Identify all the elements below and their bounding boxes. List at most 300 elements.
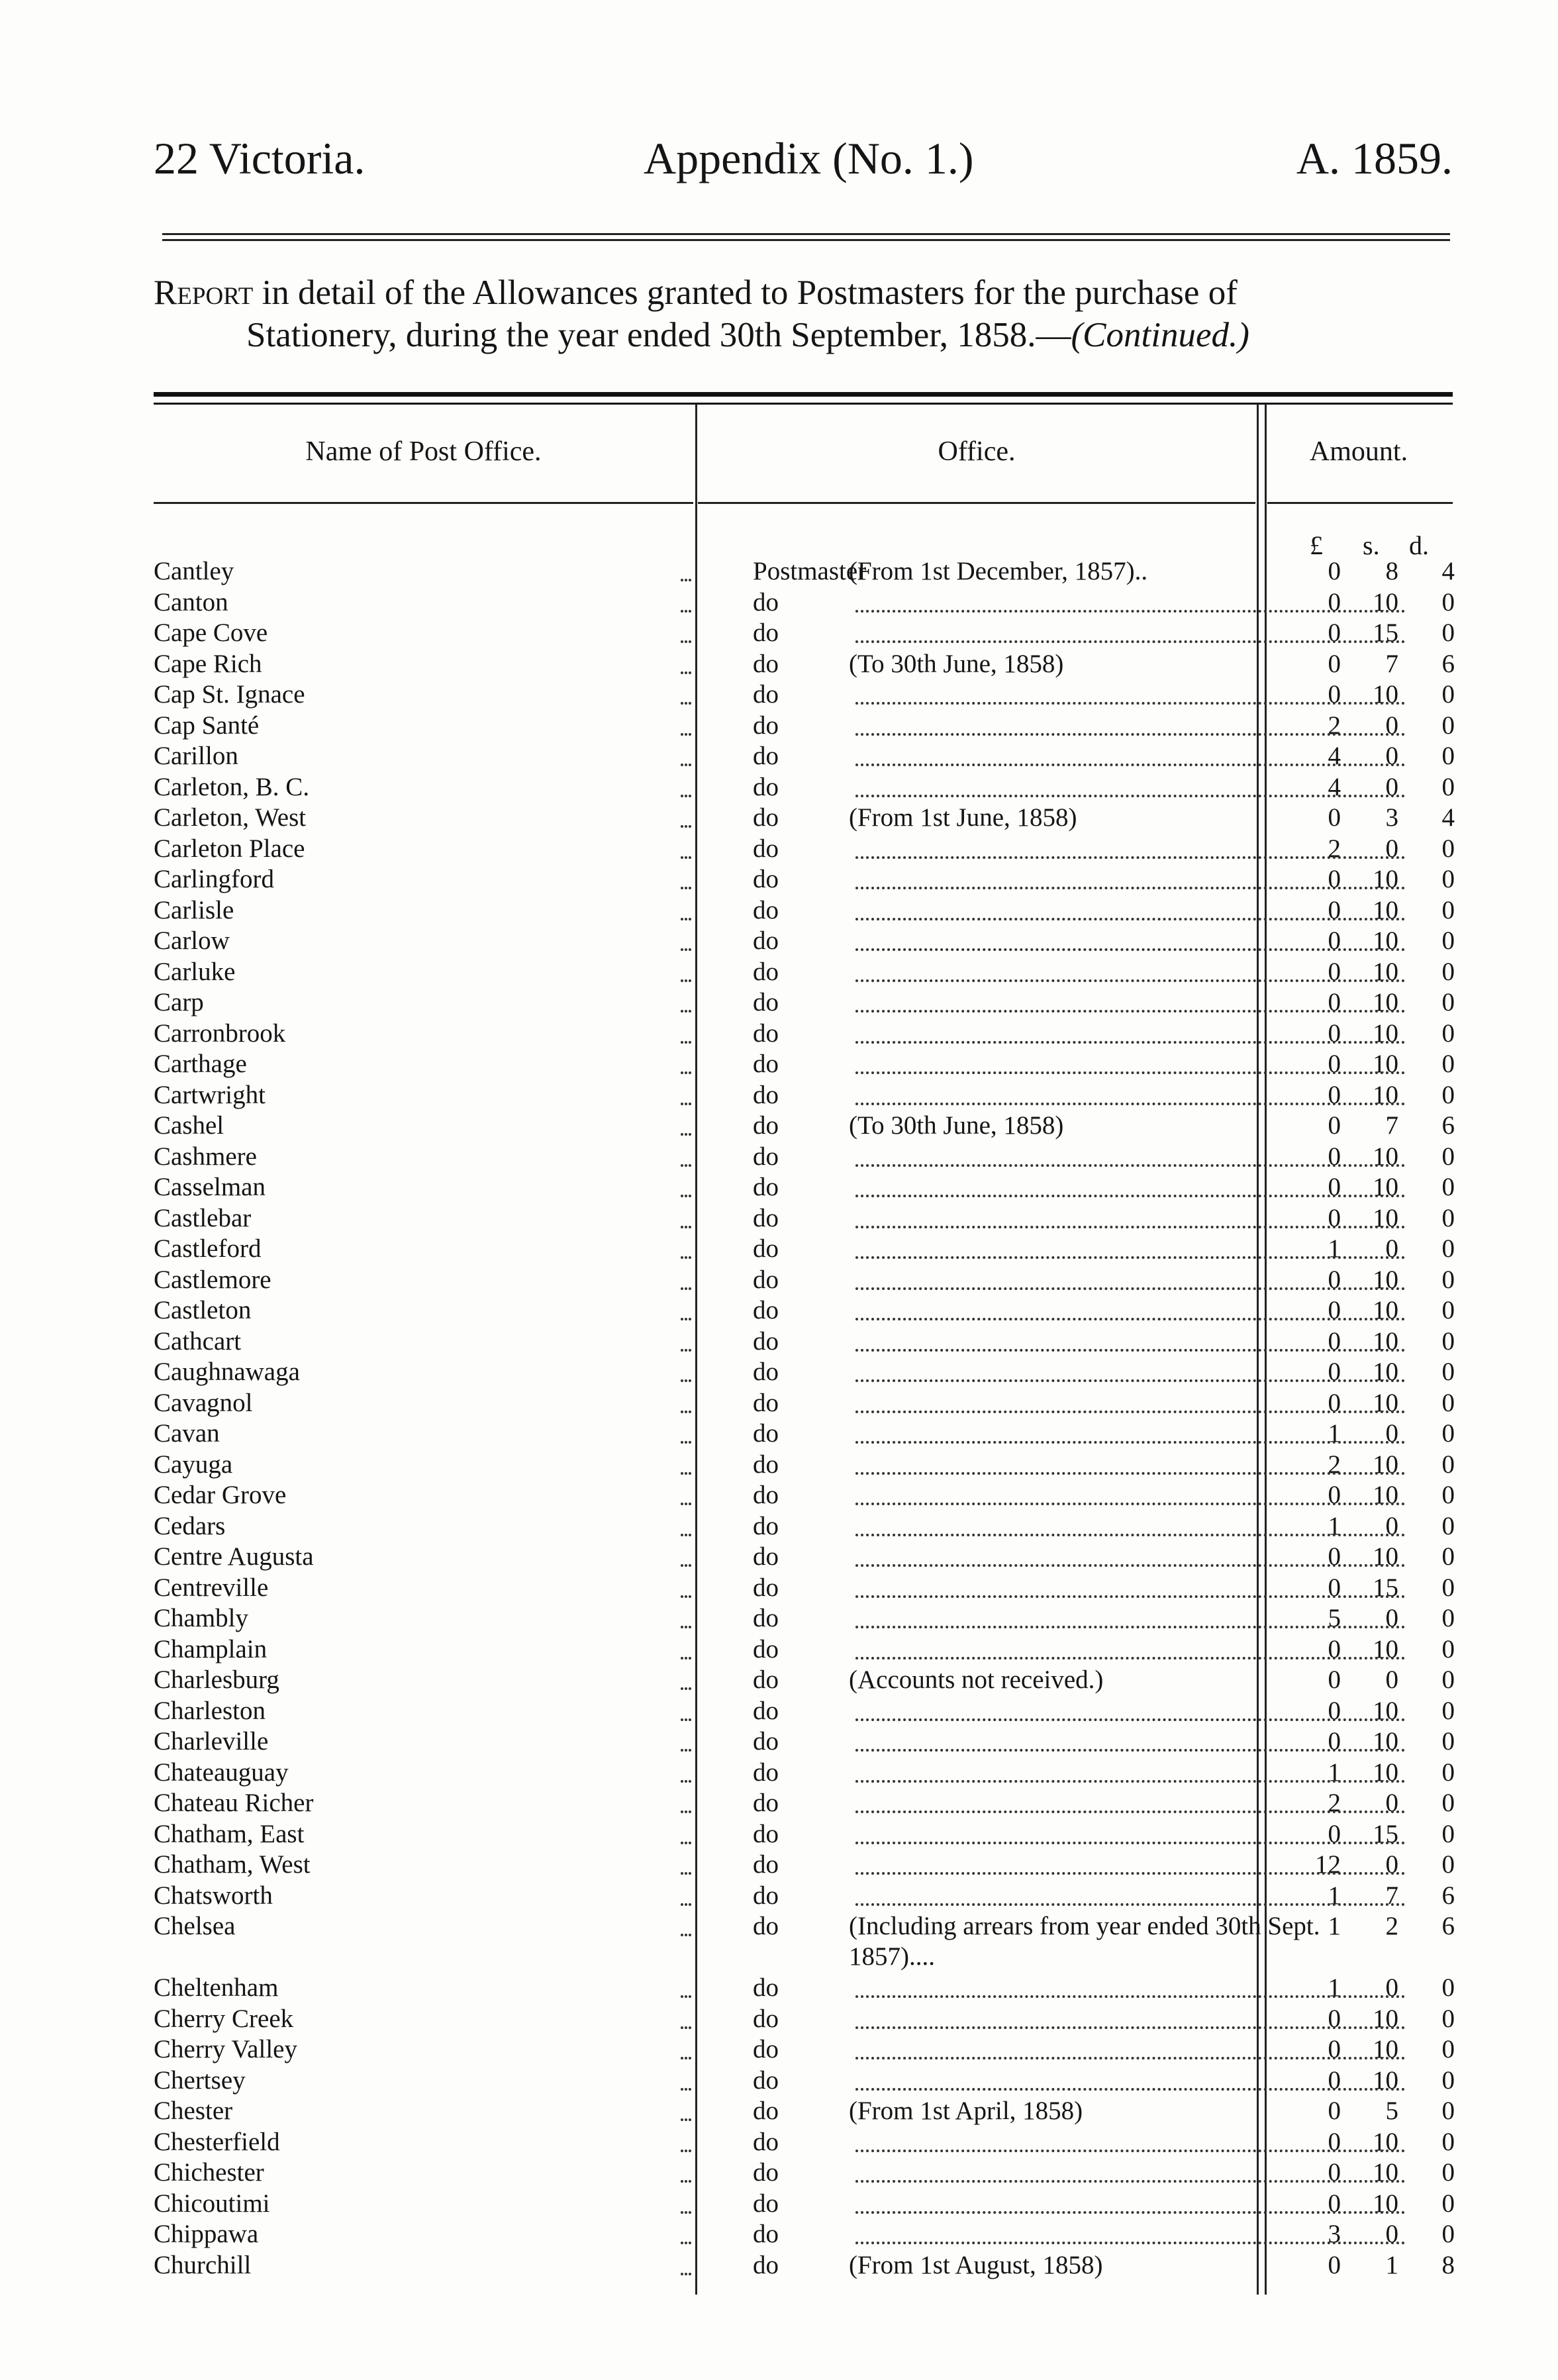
amount-pounds: 0: [1328, 1481, 1341, 1509]
amount-pence: 0: [1441, 1604, 1455, 1632]
post-office-name: Chicoutimi: [154, 2189, 270, 2218]
post-office-name: Carronbrook: [154, 1018, 286, 1048]
office-title: do: [753, 1881, 779, 1910]
amount-pounds: 2: [1328, 1789, 1341, 1817]
office-title: do: [753, 1665, 779, 1694]
dot-leader: [681, 1226, 691, 1228]
amount-pence: 0: [1441, 1142, 1455, 1171]
office-title: Postmaster: [753, 557, 867, 585]
dot-leader: [681, 2026, 691, 2029]
amount-shillings: 10: [1373, 1388, 1398, 1417]
dot-leader: [681, 2088, 691, 2091]
office-remark: (To 30th June, 1858): [849, 649, 1064, 678]
dot-leader: [681, 1718, 691, 1721]
post-office-name: Casselman: [154, 1173, 266, 1201]
amount-shillings: 10: [1373, 1358, 1398, 1386]
post-office-name: Castleton: [154, 1296, 252, 1324]
dot-leader: [681, 1934, 691, 1936]
dot-leader: [681, 1472, 691, 1475]
amount-shillings: 10: [1373, 1080, 1398, 1109]
amount-pounds: 1: [1328, 1973, 1341, 2002]
dot-leader: [855, 1534, 1405, 1536]
amount-pounds: 12: [1315, 1850, 1341, 1879]
office-title: do: [753, 680, 779, 709]
dot-leader: [681, 702, 691, 705]
post-office-name: Castlebar: [154, 1203, 252, 1232]
table-row: [154, 864, 1453, 895]
amount-pence: 0: [1441, 1018, 1455, 1048]
amount-pounds: 0: [1328, 1696, 1341, 1725]
post-office-name: Charleville: [154, 1727, 269, 1756]
amount-pence: 0: [1441, 926, 1455, 955]
office-remark: (To 30th June, 1858): [849, 1111, 1064, 1140]
dot-leader: [681, 610, 691, 613]
table-row: [154, 895, 1453, 926]
table-row: [154, 2004, 1453, 2035]
amount-pence: 0: [1441, 1080, 1455, 1109]
dot-leader: [855, 1071, 1405, 1074]
table-row: [154, 1018, 1453, 1050]
dot-leader: [681, 1071, 691, 1074]
dot-leader: [855, 1411, 1405, 1413]
office-title: do: [753, 1511, 779, 1540]
amount-pounds: 0: [1328, 1050, 1341, 1078]
dot-leader: [855, 1472, 1405, 1475]
amount-shillings: 5: [1385, 2097, 1398, 2125]
amount-shillings: 10: [1373, 1050, 1398, 1078]
amount-shillings: 10: [1373, 1542, 1398, 1571]
amount-pounds: 0: [1328, 1727, 1341, 1756]
amount-shillings: 10: [1373, 957, 1398, 986]
dot-leader: [681, 764, 691, 766]
office-title: do: [753, 803, 779, 832]
amount-pounds: 4: [1328, 772, 1341, 801]
office-remark: (Including arrears from year ended 30th Sept. 1857)....: [849, 1912, 1320, 1971]
office-title: do: [753, 2097, 779, 2125]
amount-pounds: 0: [1328, 2065, 1341, 2095]
dot-leader: [681, 979, 691, 982]
dot-leader: [681, 2118, 691, 2121]
amount-pounds: 0: [1328, 1819, 1341, 1848]
amount-shillings: 0: [1385, 834, 1398, 863]
post-office-name: Cedar Grove: [154, 1481, 287, 1509]
header-rule-right: [599, 233, 1450, 241]
post-office-name: Cape Cove: [154, 619, 268, 647]
office-title: do: [753, 895, 779, 924]
amount-shillings: 0: [1385, 1665, 1398, 1694]
amount-pence: 0: [1441, 895, 1455, 924]
amount-pounds: 0: [1328, 2127, 1341, 2156]
table-row: [154, 618, 1453, 649]
amount-shillings: 10: [1373, 1696, 1398, 1725]
dot-leader: [681, 640, 691, 643]
amount-pence: 0: [1441, 1296, 1455, 1324]
dot-leader: [855, 1995, 1405, 1998]
office-remark: (From 1st April, 1858): [849, 2097, 1083, 2125]
office-title: do: [753, 926, 779, 955]
table-row: [154, 1172, 1453, 1203]
amount-pounds: 1: [1328, 1758, 1341, 1787]
amount-shillings: 7: [1385, 1111, 1398, 1140]
amount-shillings: 10: [1373, 895, 1398, 924]
amount-pounds: 1: [1328, 1511, 1341, 1540]
office-title: do: [753, 2189, 779, 2218]
table-row: [154, 1788, 1453, 1819]
office-title: do: [753, 1604, 779, 1632]
amount-shillings: 7: [1385, 649, 1398, 678]
col-office-header: Office.: [938, 436, 1016, 467]
amount-pounds: 0: [1328, 1111, 1341, 1140]
post-office-name: Chatham, West: [154, 1850, 311, 1879]
office-title: do: [753, 1634, 779, 1663]
office-remark: (From 1st June, 1858): [849, 803, 1077, 832]
table-row: [154, 649, 1453, 680]
amount-shillings: 10: [1373, 1481, 1398, 1509]
amount-shillings: 10: [1373, 926, 1398, 955]
amount-pounds: 0: [1328, 1573, 1341, 1602]
amount-pence: 0: [1441, 1511, 1455, 1540]
amount-pounds: 0: [1328, 619, 1341, 647]
dot-leader: [681, 1041, 691, 1044]
dot-leader: [681, 1657, 691, 1660]
post-office-name: Cheltenham: [154, 1973, 279, 2002]
amount-shillings: 15: [1373, 1573, 1398, 1602]
post-office-name: Carleton Place: [154, 834, 305, 863]
dot-leader: [681, 1626, 691, 1628]
amount-pence: 8: [1441, 2250, 1455, 2279]
table-row: [154, 1388, 1453, 1419]
amount-shillings: 10: [1373, 2127, 1398, 2156]
dot-leader: [681, 1503, 691, 1505]
office-title: do: [753, 1481, 779, 1509]
post-office-name: Carp: [154, 988, 204, 1016]
office-title: do: [753, 2250, 779, 2279]
table-row: [154, 1203, 1453, 1234]
dot-leader: [855, 2026, 1405, 2029]
post-office-name: Cartwright: [154, 1080, 266, 1109]
table-row: [154, 1665, 1453, 1696]
amount-pounds: 3: [1328, 2220, 1341, 2248]
header-underline-name: [154, 502, 693, 504]
office-title: do: [753, 772, 779, 801]
post-office-name: Carlisle: [154, 895, 234, 924]
dot-leader: [681, 795, 691, 797]
dot-leader: [855, 1872, 1405, 1875]
dot-leader: [855, 795, 1405, 797]
table-row: [154, 1573, 1453, 1604]
amount-pounds: 0: [1328, 2189, 1341, 2218]
amount-pence: 6: [1441, 649, 1455, 678]
office-remark: (Accounts not received.): [849, 1665, 1104, 1694]
amount-pence: 0: [1441, 2065, 1455, 2095]
amount-pence: 0: [1441, 587, 1455, 617]
report-title: [154, 272, 1453, 356]
table-row: [154, 987, 1453, 1018]
dot-leader: [681, 1749, 691, 1752]
amount-pence: 0: [1441, 1481, 1455, 1509]
amount-shillings: 2: [1385, 1912, 1398, 1940]
amount-shillings: 8: [1385, 557, 1398, 585]
dot-leader: [681, 2150, 691, 2152]
table-row: [154, 1973, 1453, 2004]
shillings-unit: s.: [1363, 530, 1380, 560]
dot-leader: [681, 1287, 691, 1290]
amount-pounds: 0: [1328, 1665, 1341, 1694]
table-row: [154, 1450, 1453, 1481]
amount-pence: 0: [1441, 711, 1455, 740]
post-office-name: Chateauguay: [154, 1758, 289, 1787]
office-title: do: [753, 2127, 779, 2156]
dot-leader: [855, 2057, 1405, 2059]
dot-leader: [855, 979, 1405, 982]
amount-pounds: 0: [1328, 1388, 1341, 1417]
amount-pounds: 1: [1328, 1234, 1341, 1263]
dot-leader: [855, 856, 1405, 859]
amount-shillings: 0: [1385, 1789, 1398, 1817]
amount-pence: 0: [1441, 1203, 1455, 1232]
table-row: [154, 587, 1453, 619]
amount-pence: 0: [1441, 1326, 1455, 1356]
amount-pounds: 0: [1328, 1542, 1341, 1571]
amount-pence: 0: [1441, 1358, 1455, 1386]
table-row: [154, 741, 1453, 772]
amount-shillings: 10: [1373, 680, 1398, 709]
post-office-name: Cantley: [154, 557, 234, 585]
amount-pence: 0: [1441, 865, 1455, 893]
office-title: do: [753, 619, 779, 647]
amount-pence: 0: [1441, 1819, 1455, 1848]
amount-shillings: 10: [1373, 1296, 1398, 1324]
amount-shillings: 0: [1385, 772, 1398, 801]
amount-shillings: 0: [1385, 711, 1398, 740]
post-office-name: Chatham, East: [154, 1819, 305, 1848]
office-title: do: [753, 1173, 779, 1201]
amount-shillings: 10: [1373, 1758, 1398, 1787]
post-office-name: Caughnawaga: [154, 1358, 300, 1386]
office-title: do: [753, 1542, 779, 1571]
amount-pounds: 1: [1328, 1419, 1341, 1448]
dot-leader: [855, 1349, 1405, 1352]
amount-shillings: 0: [1385, 1973, 1398, 2002]
dot-leader: [855, 2180, 1405, 2183]
amount-shillings: 10: [1373, 2065, 1398, 2095]
amount-pence: 0: [1441, 957, 1455, 986]
amount-shillings: 0: [1385, 1511, 1398, 1540]
dot-leader: [681, 2057, 691, 2059]
amount-pence: 6: [1441, 1912, 1455, 1940]
amount-shillings: 10: [1373, 2158, 1398, 2187]
amount-pounds: 0: [1328, 587, 1341, 617]
dot-leader: [681, 1133, 691, 1136]
dot-leader: [855, 1379, 1405, 1382]
office-remark: (From 1st August, 1858): [849, 2250, 1103, 2279]
dot-leader: [681, 671, 691, 674]
table-row: [154, 2219, 1453, 2250]
amount-pounds: 1: [1328, 1912, 1341, 1940]
post-office-name: Centre Augusta: [154, 1542, 314, 1571]
post-office-name: Cavagnol: [154, 1388, 253, 1417]
dot-leader: [681, 1010, 691, 1013]
amount-shillings: 0: [1385, 2220, 1398, 2248]
dot-leader: [681, 1195, 691, 1197]
table-row: [154, 2157, 1453, 2189]
table-row: [154, 2096, 1453, 2127]
office-title: do: [753, 1819, 779, 1848]
office-title: do: [753, 1111, 779, 1140]
amount-pence: 0: [1441, 2189, 1455, 2218]
dot-leader: [855, 1164, 1405, 1167]
table-row: [154, 1634, 1453, 1665]
dot-leader: [681, 887, 691, 889]
amount-shillings: 10: [1373, 1018, 1398, 1048]
amount-pounds: 0: [1328, 1265, 1341, 1294]
header-underline-office: [698, 502, 1255, 504]
amount-pence: 0: [1441, 2127, 1455, 2156]
dot-leader: [681, 2273, 691, 2275]
amount-shillings: 7: [1385, 1881, 1398, 1910]
office-title: do: [753, 1789, 779, 1817]
amount-pence: 0: [1441, 1450, 1455, 1479]
office-title: do: [753, 1450, 779, 1479]
dot-leader: [855, 1441, 1405, 1444]
table-row: [154, 1480, 1453, 1511]
dot-leader: [855, 2211, 1405, 2214]
amount-pounds: 0: [1328, 2035, 1341, 2063]
amount-pounds: 0: [1328, 1326, 1341, 1356]
amount-pence: 0: [1441, 834, 1455, 863]
amount-pence: 0: [1441, 2004, 1455, 2033]
amount-shillings: 0: [1385, 1234, 1398, 1263]
dot-leader: [681, 1595, 691, 1598]
post-office-name: Churchill: [154, 2250, 252, 2279]
amount-pence: 0: [1441, 1696, 1455, 1725]
post-office-name: Cap Santé: [154, 711, 260, 740]
post-office-name: Chatsworth: [154, 1881, 273, 1910]
dot-leader: [855, 702, 1405, 705]
table-row: [154, 1850, 1453, 1881]
post-office-name: Chelsea: [154, 1912, 236, 1940]
table-row: [154, 2065, 1453, 2097]
amount-pounds: 0: [1328, 988, 1341, 1016]
table-row: [154, 1819, 1453, 1850]
amount-shillings: 10: [1373, 1727, 1398, 1756]
office-title: do: [753, 1358, 779, 1386]
table-row: [154, 1758, 1453, 1789]
table-row: [154, 1326, 1453, 1358]
amount-pounds: 0: [1328, 895, 1341, 924]
amount-pence: 0: [1441, 1789, 1455, 1817]
post-office-name: Chesterfield: [154, 2127, 280, 2156]
allowance-table: [154, 556, 1453, 2281]
amount-pounds: 0: [1328, 2004, 1341, 2033]
amount-pence: 0: [1441, 1758, 1455, 1787]
amount-pounds: 2: [1328, 834, 1341, 863]
amount-pounds: 0: [1328, 1142, 1341, 1171]
dot-leader: [855, 887, 1405, 889]
table-row: [154, 2127, 1453, 2158]
amount-pounds: 0: [1328, 2158, 1341, 2187]
office-title: do: [753, 1850, 779, 1879]
dot-leader: [681, 825, 691, 828]
amount-pence: 6: [1441, 1111, 1455, 1140]
amount-shillings: 0: [1385, 742, 1398, 770]
post-office-name: Chester: [154, 2097, 233, 2125]
dot-leader: [855, 1657, 1405, 1660]
dot-leader: [855, 1256, 1405, 1259]
office-title: do: [753, 1142, 779, 1171]
dot-leader: [855, 1503, 1405, 1505]
dot-leader: [681, 1780, 691, 1783]
amount-pence: 0: [1441, 2158, 1455, 2187]
post-office-name: Cavan: [154, 1419, 220, 1448]
dot-leader: [681, 1842, 691, 1844]
post-office-name: Chambly: [154, 1604, 248, 1632]
dot-leader: [681, 1441, 691, 1444]
table-row: [154, 1911, 1453, 1973]
office-title: do: [753, 1080, 779, 1109]
office-title: do: [753, 1203, 779, 1232]
post-office-name: Carleton, B. C.: [154, 772, 310, 801]
pence-unit: d.: [1409, 530, 1429, 560]
amount-pence: 0: [1441, 1542, 1455, 1571]
office-title: do: [753, 957, 779, 986]
dot-leader: [681, 733, 691, 736]
dot-leader: [681, 1995, 691, 1998]
amount-pounds: 0: [1328, 803, 1341, 832]
amount-shillings: 0: [1385, 1850, 1398, 1879]
amount-pence: 0: [1441, 1573, 1455, 1602]
amount-pence: 0: [1441, 1388, 1455, 1417]
amount-pounds: 2: [1328, 1450, 1341, 1479]
post-office-name: Cape Rich: [154, 649, 262, 678]
amount-pounds: 0: [1328, 1018, 1341, 1048]
office-title: do: [753, 2004, 779, 2033]
office-title: do: [753, 1912, 779, 1940]
page-header: [154, 133, 1453, 209]
pounds-unit: £: [1310, 530, 1323, 560]
post-office-name: Cherry Valley: [154, 2035, 297, 2063]
amount-pounds: 4: [1328, 742, 1341, 770]
post-office-name: Cap St. Ignace: [154, 680, 305, 709]
dot-leader: [681, 2211, 691, 2214]
post-office-name: Canton: [154, 587, 228, 617]
amount-pounds: 0: [1328, 1173, 1341, 1201]
amount-pence: 0: [1441, 1973, 1455, 2002]
amount-pence: 0: [1441, 988, 1455, 1016]
dot-leader: [855, 1842, 1405, 1844]
amount-pence: 0: [1441, 1634, 1455, 1663]
amount-pounds: 0: [1328, 1296, 1341, 1324]
dot-leader: [681, 1164, 691, 1167]
dot-leader: [681, 856, 691, 859]
office-title: do: [753, 1973, 779, 2002]
amount-pounds: 0: [1328, 2097, 1341, 2125]
table-row: [154, 1265, 1453, 1296]
post-office-name: Cherry Creek: [154, 2004, 294, 2033]
dot-leader: [855, 1595, 1405, 1598]
post-office-name: Castleford: [154, 1234, 262, 1263]
post-office-name: Chichester: [154, 2158, 264, 2187]
post-office-name: Chateau Richer: [154, 1789, 314, 1817]
table-row: [154, 1603, 1453, 1634]
dot-leader: [855, 1810, 1405, 1813]
amount-pence: 0: [1441, 1050, 1455, 1078]
appendix-label: Appendix (No. 1.): [644, 133, 974, 183]
dot-leader: [681, 1903, 691, 1906]
office-title: do: [753, 1419, 779, 1448]
dot-leader: [681, 1379, 691, 1382]
dot-leader: [681, 579, 691, 581]
